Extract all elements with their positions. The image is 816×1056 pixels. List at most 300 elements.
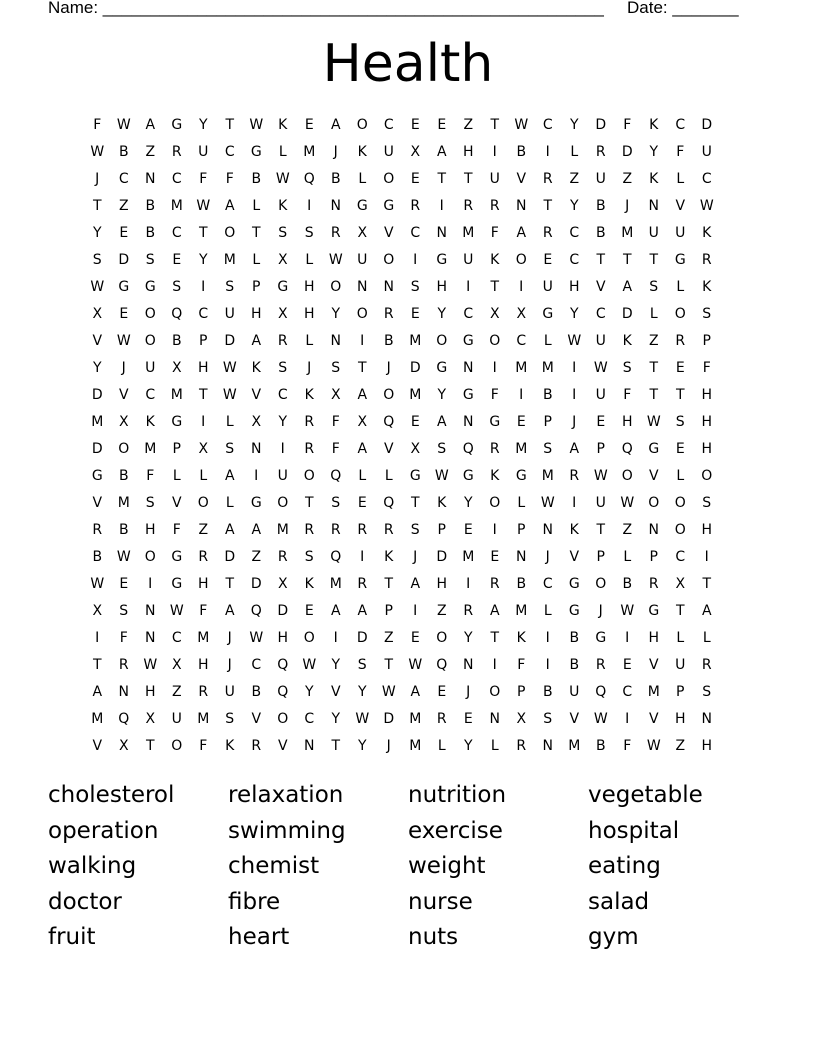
grid-letter[interactable]: R bbox=[357, 521, 368, 538]
grid-letter[interactable]: R bbox=[489, 440, 500, 457]
grid-letter[interactable]: R bbox=[648, 575, 659, 592]
grid-letter[interactable]: B bbox=[118, 521, 129, 538]
grid-letter[interactable]: S bbox=[172, 278, 182, 295]
grid-letter[interactable]: M bbox=[462, 548, 475, 565]
grid-letter[interactable]: M bbox=[117, 494, 130, 511]
grid-letter[interactable]: F bbox=[702, 359, 711, 376]
grid-letter[interactable]: W bbox=[328, 251, 343, 268]
grid-letter[interactable]: G bbox=[648, 602, 660, 619]
grid-letter[interactable]: Q bbox=[383, 494, 395, 511]
grid-letter[interactable]: A bbox=[410, 575, 421, 592]
grid-letter[interactable]: I bbox=[439, 197, 444, 214]
grid-letter[interactable]: Z bbox=[622, 521, 633, 538]
grid-letter[interactable]: J bbox=[386, 359, 391, 376]
grid-letter[interactable]: P bbox=[649, 548, 658, 565]
grid-letter[interactable]: G bbox=[462, 332, 474, 349]
grid-letter[interactable]: S bbox=[278, 359, 288, 376]
grid-letter[interactable]: L bbox=[358, 170, 367, 187]
grid-letter[interactable]: W bbox=[90, 143, 105, 160]
grid-letter[interactable]: T bbox=[675, 386, 685, 403]
grid-letter[interactable]: F bbox=[623, 737, 632, 754]
grid-letter[interactable]: G bbox=[674, 251, 686, 268]
grid-letter[interactable]: U bbox=[542, 278, 553, 295]
grid-letter[interactable]: K bbox=[622, 332, 632, 349]
grid-letter[interactable]: Y bbox=[331, 710, 341, 727]
grid-letter[interactable]: F bbox=[676, 143, 685, 160]
grid-letter[interactable]: G bbox=[250, 143, 262, 160]
grid-letter[interactable]: O bbox=[356, 305, 368, 322]
grid-letter[interactable]: H bbox=[621, 413, 633, 430]
grid-letter[interactable]: W bbox=[620, 602, 635, 619]
grid-letter[interactable]: O bbox=[674, 521, 686, 538]
grid-letter[interactable]: H bbox=[436, 575, 448, 592]
grid-letter[interactable]: W bbox=[222, 386, 237, 403]
grid-letter[interactable]: G bbox=[171, 575, 183, 592]
grid-letter[interactable]: C bbox=[622, 683, 633, 700]
grid-letter[interactable]: A bbox=[330, 116, 341, 133]
grid-letter[interactable]: T bbox=[463, 170, 473, 187]
grid-letter[interactable]: U bbox=[701, 143, 712, 160]
grid-letter[interactable]: D bbox=[91, 386, 103, 403]
grid-letter[interactable]: X bbox=[92, 305, 103, 322]
grid-letter[interactable]: R bbox=[198, 683, 209, 700]
grid-letter[interactable]: H bbox=[701, 413, 713, 430]
grid-letter[interactable]: U bbox=[595, 386, 606, 403]
grid-letter[interactable]: X bbox=[489, 305, 500, 322]
grid-letter[interactable]: K bbox=[490, 251, 500, 268]
grid-letter[interactable]: G bbox=[91, 467, 103, 484]
grid-letter[interactable]: V bbox=[251, 386, 262, 403]
grid-letter[interactable]: S bbox=[702, 494, 712, 511]
grid-letter[interactable]: O bbox=[489, 683, 501, 700]
grid-letter[interactable]: S bbox=[331, 494, 341, 511]
grid-letter[interactable]: A bbox=[357, 602, 368, 619]
grid-letter[interactable]: S bbox=[622, 359, 632, 376]
grid-letter[interactable]: W bbox=[249, 116, 264, 133]
grid-letter[interactable]: Z bbox=[383, 629, 394, 646]
grid-letter[interactable]: V bbox=[92, 494, 103, 511]
grid-letter[interactable]: T bbox=[649, 359, 659, 376]
grid-letter[interactable]: J bbox=[598, 602, 603, 619]
grid-letter[interactable]: B bbox=[118, 143, 129, 160]
grid-letter[interactable]: E bbox=[119, 305, 129, 322]
grid-letter[interactable]: M bbox=[568, 737, 581, 754]
grid-letter[interactable]: K bbox=[145, 413, 155, 430]
grid-letter[interactable]: E bbox=[410, 170, 420, 187]
grid-letter[interactable]: Y bbox=[569, 305, 579, 322]
grid-letter[interactable]: I bbox=[519, 278, 524, 295]
grid-letter[interactable]: I bbox=[333, 629, 338, 646]
grid-letter[interactable]: Q bbox=[250, 602, 262, 619]
grid-letter[interactable]: M bbox=[515, 359, 528, 376]
grid-letter[interactable]: L bbox=[517, 494, 526, 511]
grid-letter[interactable]: K bbox=[437, 494, 447, 511]
grid-letter[interactable]: L bbox=[676, 467, 685, 484]
grid-letter[interactable]: W bbox=[90, 575, 105, 592]
grid-letter[interactable]: T bbox=[92, 197, 102, 214]
grid-letter[interactable]: H bbox=[144, 521, 156, 538]
grid-letter[interactable]: N bbox=[701, 710, 712, 727]
grid-letter[interactable]: R bbox=[595, 143, 606, 160]
grid-letter[interactable]: P bbox=[543, 413, 552, 430]
grid-letter[interactable]: B bbox=[145, 197, 156, 214]
grid-letter[interactable]: S bbox=[278, 224, 288, 241]
grid-letter[interactable]: W bbox=[249, 629, 264, 646]
grid-letter[interactable]: W bbox=[540, 494, 555, 511]
grid-letter[interactable]: V bbox=[118, 386, 129, 403]
grid-letter[interactable]: F bbox=[199, 170, 208, 187]
grid-letter[interactable]: W bbox=[143, 656, 158, 673]
grid-letter[interactable]: N bbox=[383, 278, 394, 295]
grid-letter[interactable]: B bbox=[595, 737, 606, 754]
grid-letter[interactable]: U bbox=[569, 683, 580, 700]
grid-letter[interactable]: W bbox=[381, 683, 396, 700]
name-field-label[interactable]: Name: _____________________________________________________ bbox=[48, 0, 604, 17]
grid-letter[interactable]: B bbox=[569, 656, 580, 673]
grid-letter[interactable]: U bbox=[277, 467, 288, 484]
grid-letter[interactable]: A bbox=[436, 413, 447, 430]
grid-letter[interactable]: W bbox=[275, 170, 290, 187]
grid-letter[interactable]: O bbox=[330, 278, 342, 295]
grid-letter[interactable]: V bbox=[251, 710, 262, 727]
grid-letter[interactable]: L bbox=[676, 629, 685, 646]
grid-letter[interactable]: W bbox=[646, 413, 661, 430]
grid-letter[interactable]: O bbox=[436, 629, 448, 646]
grid-letter[interactable]: Y bbox=[463, 629, 473, 646]
grid-letter[interactable]: I bbox=[360, 332, 365, 349]
grid-letter[interactable]: P bbox=[199, 332, 208, 349]
grid-letter[interactable]: T bbox=[225, 116, 235, 133]
grid-letter[interactable]: A bbox=[357, 440, 368, 457]
grid-letter[interactable]: A bbox=[224, 467, 235, 484]
grid-letter[interactable]: E bbox=[304, 602, 314, 619]
grid-letter[interactable]: B bbox=[145, 224, 156, 241]
grid-letter[interactable]: X bbox=[410, 143, 421, 160]
grid-letter[interactable]: M bbox=[91, 413, 104, 430]
grid-letter[interactable]: D bbox=[409, 359, 421, 376]
grid-letter[interactable]: E bbox=[516, 413, 526, 430]
grid-letter[interactable]: G bbox=[383, 197, 395, 214]
grid-letter[interactable]: Y bbox=[437, 386, 447, 403]
grid-letter[interactable]: N bbox=[463, 359, 474, 376]
grid-letter[interactable]: O bbox=[171, 737, 183, 754]
grid-letter[interactable]: P bbox=[172, 440, 181, 457]
grid-letter[interactable]: H bbox=[648, 629, 660, 646]
grid-letter[interactable]: N bbox=[251, 440, 262, 457]
grid-letter[interactable]: S bbox=[437, 440, 447, 457]
grid-letter[interactable]: K bbox=[384, 548, 394, 565]
grid-letter[interactable]: R bbox=[383, 521, 394, 538]
grid-letter[interactable]: A bbox=[489, 602, 500, 619]
grid-letter[interactable]: I bbox=[572, 386, 577, 403]
grid-letter[interactable]: U bbox=[489, 170, 500, 187]
grid-letter[interactable]: R bbox=[489, 197, 500, 214]
grid-letter[interactable]: X bbox=[516, 305, 527, 322]
grid-letter[interactable]: L bbox=[570, 143, 579, 160]
grid-letter[interactable]: B bbox=[569, 629, 580, 646]
grid-letter[interactable]: E bbox=[410, 305, 420, 322]
grid-letter[interactable]: O bbox=[383, 386, 395, 403]
grid-letter[interactable]: W bbox=[434, 467, 449, 484]
grid-letter[interactable]: N bbox=[463, 413, 474, 430]
grid-letter[interactable]: S bbox=[331, 359, 341, 376]
grid-letter[interactable]: P bbox=[676, 683, 685, 700]
grid-letter[interactable]: W bbox=[646, 737, 661, 754]
grid-letter[interactable]: C bbox=[171, 170, 182, 187]
grid-letter[interactable]: E bbox=[410, 116, 420, 133]
grid-letter[interactable]: P bbox=[252, 278, 261, 295]
grid-letter[interactable]: A bbox=[224, 197, 235, 214]
grid-letter[interactable]: Q bbox=[436, 656, 448, 673]
grid-letter[interactable]: F bbox=[93, 116, 102, 133]
grid-letter[interactable]: F bbox=[172, 521, 181, 538]
grid-letter[interactable]: X bbox=[277, 575, 288, 592]
grid-letter[interactable]: S bbox=[145, 251, 155, 268]
grid-letter[interactable]: P bbox=[517, 521, 526, 538]
grid-letter[interactable]: E bbox=[357, 494, 367, 511]
grid-letter[interactable]: P bbox=[702, 332, 711, 349]
grid-letter[interactable]: U bbox=[595, 332, 606, 349]
grid-letter[interactable]: Y bbox=[569, 116, 579, 133]
grid-letter[interactable]: R bbox=[304, 440, 315, 457]
grid-letter[interactable]: O bbox=[648, 494, 660, 511]
grid-letter[interactable]: L bbox=[490, 737, 499, 754]
grid-letter[interactable]: I bbox=[360, 548, 365, 565]
grid-letter[interactable]: C bbox=[304, 710, 315, 727]
grid-letter[interactable]: L bbox=[649, 305, 658, 322]
grid-letter[interactable]: I bbox=[572, 494, 577, 511]
grid-letter[interactable]: H bbox=[277, 629, 289, 646]
grid-letter[interactable]: Q bbox=[462, 440, 474, 457]
grid-letter[interactable]: C bbox=[171, 629, 182, 646]
grid-letter[interactable]: B bbox=[251, 170, 262, 187]
grid-letter[interactable]: I bbox=[413, 251, 418, 268]
grid-letter[interactable]: R bbox=[92, 521, 103, 538]
grid-letter[interactable]: M bbox=[223, 251, 236, 268]
grid-letter[interactable]: X bbox=[145, 710, 156, 727]
grid-letter[interactable]: U bbox=[595, 170, 606, 187]
grid-letter[interactable]: Y bbox=[198, 251, 208, 268]
grid-letter[interactable]: F bbox=[623, 386, 632, 403]
grid-letter[interactable]: B bbox=[251, 683, 262, 700]
grid-letter[interactable]: Y bbox=[463, 737, 473, 754]
grid-letter[interactable]: G bbox=[171, 548, 183, 565]
grid-letter[interactable]: Z bbox=[648, 332, 659, 349]
grid-letter[interactable]: T bbox=[622, 251, 632, 268]
grid-letter[interactable]: S bbox=[357, 656, 367, 673]
grid-letter[interactable]: C bbox=[542, 575, 553, 592]
grid-letter[interactable]: N bbox=[648, 521, 659, 538]
grid-letter[interactable]: S bbox=[702, 683, 712, 700]
grid-letter[interactable]: F bbox=[517, 656, 526, 673]
grid-letter[interactable]: K bbox=[649, 116, 659, 133]
grid-letter[interactable]: H bbox=[674, 710, 686, 727]
grid-letter[interactable]: E bbox=[490, 548, 500, 565]
grid-letter[interactable]: C bbox=[675, 548, 686, 565]
grid-letter[interactable]: X bbox=[251, 413, 262, 430]
grid-letter[interactable]: C bbox=[410, 224, 421, 241]
grid-letter[interactable]: O bbox=[489, 332, 501, 349]
grid-letter[interactable]: U bbox=[224, 683, 235, 700]
grid-letter[interactable]: Q bbox=[303, 170, 315, 187]
grid-letter[interactable]: L bbox=[543, 332, 552, 349]
grid-letter[interactable]: K bbox=[702, 278, 712, 295]
grid-letter[interactable]: J bbox=[307, 359, 312, 376]
grid-letter[interactable]: X bbox=[675, 575, 686, 592]
grid-letter[interactable]: A bbox=[622, 278, 633, 295]
grid-letter[interactable]: M bbox=[197, 629, 210, 646]
grid-letter[interactable]: M bbox=[515, 602, 528, 619]
grid-letter[interactable]: O bbox=[356, 116, 368, 133]
grid-letter[interactable]: Y bbox=[198, 116, 208, 133]
grid-letter[interactable]: I bbox=[625, 629, 630, 646]
grid-letter[interactable]: H bbox=[303, 278, 315, 295]
grid-letter[interactable]: M bbox=[462, 224, 475, 241]
grid-letter[interactable]: H bbox=[197, 575, 209, 592]
grid-letter[interactable]: P bbox=[596, 440, 605, 457]
grid-letter[interactable]: H bbox=[436, 278, 448, 295]
grid-letter[interactable]: C bbox=[569, 224, 580, 241]
grid-letter[interactable]: B bbox=[595, 224, 606, 241]
grid-letter[interactable]: S bbox=[225, 710, 235, 727]
grid-letter[interactable]: G bbox=[356, 197, 368, 214]
grid-letter[interactable]: T bbox=[410, 494, 420, 511]
grid-letter[interactable]: H bbox=[197, 359, 209, 376]
grid-letter[interactable]: G bbox=[542, 305, 554, 322]
grid-letter[interactable]: S bbox=[702, 305, 712, 322]
grid-letter[interactable]: D bbox=[277, 602, 289, 619]
grid-letter[interactable]: J bbox=[413, 548, 418, 565]
grid-letter[interactable]: O bbox=[383, 251, 395, 268]
grid-letter[interactable]: H bbox=[250, 305, 262, 322]
grid-letter[interactable]: R bbox=[357, 575, 368, 592]
grid-letter[interactable]: L bbox=[199, 467, 208, 484]
grid-letter[interactable]: W bbox=[116, 332, 131, 349]
grid-letter[interactable]: M bbox=[409, 710, 422, 727]
grid-letter[interactable]: H bbox=[701, 386, 713, 403]
grid-letter[interactable]: O bbox=[197, 494, 209, 511]
grid-letter[interactable]: R bbox=[595, 656, 606, 673]
grid-letter[interactable]: A bbox=[516, 224, 527, 241]
grid-letter[interactable]: I bbox=[545, 629, 550, 646]
grid-letter[interactable]: K bbox=[516, 629, 526, 646]
grid-letter[interactable]: W bbox=[699, 197, 714, 214]
grid-letter[interactable]: N bbox=[542, 521, 553, 538]
grid-letter[interactable]: O bbox=[621, 467, 633, 484]
grid-letter[interactable]: O bbox=[224, 224, 236, 241]
grid-letter[interactable]: I bbox=[492, 521, 497, 538]
grid-letter[interactable]: L bbox=[384, 467, 393, 484]
grid-letter[interactable]: N bbox=[516, 197, 527, 214]
grid-letter[interactable]: K bbox=[304, 575, 314, 592]
grid-letter[interactable]: W bbox=[514, 116, 529, 133]
grid-letter[interactable]: O bbox=[383, 170, 395, 187]
grid-letter[interactable]: H bbox=[303, 305, 315, 322]
grid-letter[interactable]: F bbox=[331, 413, 340, 430]
grid-letter[interactable]: J bbox=[333, 143, 338, 160]
grid-letter[interactable]: W bbox=[567, 332, 582, 349]
grid-letter[interactable]: N bbox=[648, 197, 659, 214]
grid-letter[interactable]: B bbox=[595, 197, 606, 214]
grid-letter[interactable]: Q bbox=[330, 548, 342, 565]
grid-letter[interactable]: X bbox=[357, 413, 368, 430]
grid-letter[interactable]: D bbox=[250, 575, 262, 592]
grid-letter[interactable]: D bbox=[436, 548, 448, 565]
grid-letter[interactable]: V bbox=[569, 710, 580, 727]
grid-letter[interactable]: S bbox=[225, 440, 235, 457]
grid-letter[interactable]: E bbox=[675, 440, 685, 457]
grid-letter[interactable]: R bbox=[118, 656, 129, 673]
grid-letter[interactable]: S bbox=[92, 251, 102, 268]
grid-letter[interactable]: R bbox=[569, 467, 580, 484]
grid-letter[interactable]: H bbox=[462, 143, 474, 160]
grid-letter[interactable]: I bbox=[254, 467, 259, 484]
grid-letter[interactable]: W bbox=[302, 656, 317, 673]
grid-letter[interactable]: Y bbox=[331, 305, 341, 322]
grid-letter[interactable]: C bbox=[516, 332, 527, 349]
grid-letter[interactable]: I bbox=[572, 359, 577, 376]
grid-letter[interactable]: D bbox=[91, 440, 103, 457]
grid-letter[interactable]: N bbox=[357, 278, 368, 295]
grid-letter[interactable]: G bbox=[462, 386, 474, 403]
grid-letter[interactable]: S bbox=[225, 278, 235, 295]
grid-letter[interactable]: T bbox=[357, 359, 367, 376]
grid-letter[interactable]: G bbox=[568, 575, 580, 592]
grid-letter[interactable]: L bbox=[543, 602, 552, 619]
grid-letter[interactable]: G bbox=[462, 467, 474, 484]
grid-letter[interactable]: B bbox=[92, 548, 103, 565]
grid-letter[interactable]: R bbox=[277, 332, 288, 349]
grid-letter[interactable]: T bbox=[596, 251, 606, 268]
grid-letter[interactable]: V bbox=[516, 170, 527, 187]
grid-letter[interactable]: S bbox=[304, 224, 314, 241]
grid-letter[interactable]: U bbox=[595, 494, 606, 511]
grid-letter[interactable]: Z bbox=[198, 521, 209, 538]
grid-letter[interactable]: K bbox=[649, 170, 659, 187]
grid-letter[interactable]: L bbox=[358, 467, 367, 484]
grid-letter[interactable]: R bbox=[383, 305, 394, 322]
grid-letter[interactable]: H bbox=[197, 656, 209, 673]
grid-letter[interactable]: T bbox=[490, 629, 500, 646]
grid-letter[interactable]: E bbox=[675, 359, 685, 376]
grid-letter[interactable]: W bbox=[593, 710, 608, 727]
grid-letter[interactable]: X bbox=[118, 737, 129, 754]
grid-letter[interactable]: R bbox=[701, 251, 712, 268]
grid-letter[interactable]: I bbox=[625, 710, 630, 727]
grid-letter[interactable]: R bbox=[277, 548, 288, 565]
grid-letter[interactable]: R bbox=[198, 548, 209, 565]
grid-letter[interactable]: Y bbox=[92, 359, 102, 376]
grid-letter[interactable]: H bbox=[144, 683, 156, 700]
grid-letter[interactable]: A bbox=[224, 602, 235, 619]
grid-letter[interactable]: I bbox=[148, 575, 153, 592]
grid-letter[interactable]: L bbox=[676, 278, 685, 295]
grid-letter[interactable]: T bbox=[304, 494, 314, 511]
grid-letter[interactable]: F bbox=[490, 224, 499, 241]
grid-letter[interactable]: L bbox=[225, 413, 234, 430]
grid-letter[interactable]: G bbox=[436, 251, 448, 268]
grid-letter[interactable]: F bbox=[199, 602, 208, 619]
grid-letter[interactable]: X bbox=[516, 710, 527, 727]
grid-letter[interactable]: V bbox=[383, 440, 394, 457]
grid-letter[interactable]: Y bbox=[463, 494, 473, 511]
grid-letter[interactable]: D bbox=[118, 251, 130, 268]
grid-letter[interactable]: N bbox=[330, 197, 341, 214]
grid-letter[interactable]: R bbox=[542, 224, 553, 241]
grid-letter[interactable]: O bbox=[144, 548, 156, 565]
grid-letter[interactable]: B bbox=[171, 332, 182, 349]
grid-letter[interactable]: J bbox=[95, 170, 100, 187]
